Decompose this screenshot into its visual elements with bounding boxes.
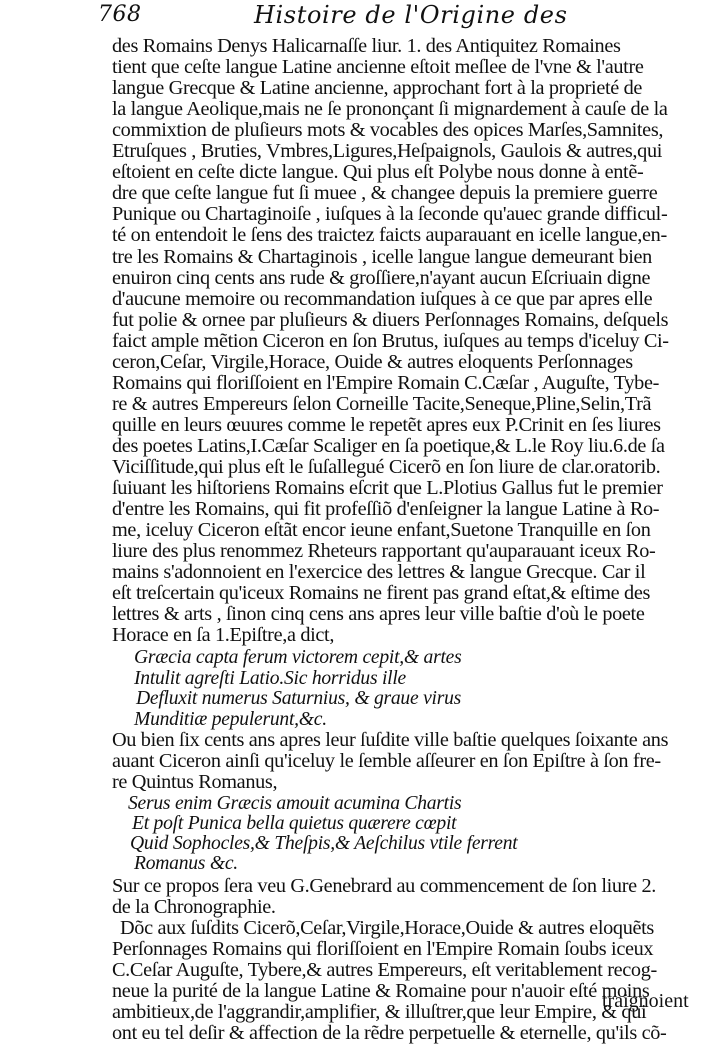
- text-line: ont eu tel deſir & affection de la rẽdre perpetuelle & eternelle, qu'ils cõ-: [112, 1022, 667, 1044]
- text-line: C.Ceſar Auguſte, Tybere,& autres Empereurs, eſt veritablement recog-: [112, 959, 657, 981]
- text-line: Sur ce propos ſera veu G.Genebrard au commencement de ſon liure 2.: [112, 875, 657, 897]
- text-line: quille en leurs œuures comme le repetẽt apres eux P.Crinit en ſes liures: [112, 413, 661, 436]
- text-line: mains s'adonnoient en l'exercice des lettres & langue Grecque. Car il: [112, 561, 646, 584]
- text-line: tre les Romains & Chartaginois , icelle langue langue demeurant bien: [112, 245, 652, 268]
- page-number: 768: [98, 2, 142, 27]
- verse-line: Græcia capta ferum victorem cepit,& artes: [134, 647, 462, 668]
- text-line: dre que ceſte langue fut ſi muee , & changee depuis la premiere guerre: [112, 182, 658, 205]
- verse-line: Quid Sophocles,& Theſpis,& Aeſchilus vtile ferrent: [130, 833, 518, 854]
- verse-line: Munditiæ pepulerunt,&c.: [134, 708, 327, 730]
- text-line: des poetes Latins,I.Cæſar Scaliger en ſa poetique,& L.le Roy liu.6.de ſa: [112, 434, 665, 457]
- text-line: enuiron cinq cents ans rude & groſſiere,n'ayant aucun Eſcriuain digne: [112, 266, 651, 289]
- verse-line: Defluxit numerus Saturnius, & graue virus: [136, 688, 462, 709]
- text-line: ſuiuant les hiſtoriens Romains eſcrit que L.Plotius Gallus fut le premier: [112, 477, 663, 500]
- verse-line: Intulit agreſti Latio.Sic horridus ille: [134, 667, 407, 689]
- text-line: neue la purité de la langue Latine & Romaine pour n'auoir eſté moins: [112, 980, 650, 1002]
- text-line: Ou bien ſix cents ans apres leur ſuſdite ville baſtie quelques ſoixante ans: [112, 729, 669, 751]
- text-line: eſt treſcertain qu'iceux Romains ne firent pas grand eſtat,& eſtime des: [112, 582, 651, 605]
- page-header: [98, 0, 638, 34]
- verse-line: Romanus &c.: [134, 853, 238, 874]
- text-line: ceron,Ceſar, Virgile,Horace, Ouide & autres eloquents Perſonnages: [112, 350, 633, 373]
- text-line: liure des plus renommez Rheteurs rapportant qu'auparauant iceux Ro-: [112, 540, 656, 563]
- text-line: d'entre les Romains, qui fit profeſſiõ d'enſeigner la langue Latine à Ro-: [112, 498, 660, 521]
- text-line: Horace en ſa 1.Epiſtre,a dict,: [112, 624, 335, 647]
- text-line: Punique ou Chartaginoiſe , iuſques à la ſeconde qu'auec grande difficul-: [112, 203, 668, 226]
- text-line: me, iceluy Ciceron eſtãt encor ieune enfant,Suetone Tranquille en ſon: [112, 519, 651, 542]
- text-line: commixtion de pluſieurs mots & vocables des opices Marſes,Samnites,: [112, 119, 664, 142]
- text-line: tient que ceſte langue Latine ancienne eſtoit meſlee de l'vne & l'autre: [112, 56, 644, 79]
- text-line: Dõc aux ſuſdits Cicerõ,Ceſar,Virgile,Horace,Ouide & autres eloquẽts: [120, 917, 654, 939]
- running-title: Histoire de l'Origine des: [254, 1, 568, 29]
- text-line: re Quintus Romanus,: [112, 771, 278, 793]
- text-line: Etruſques , Bruties, Vmbres,Ligures,Heſpaignols, Gaulois & autres,qui: [112, 140, 663, 163]
- text-line: ambitieux,de l'aggrandir,amplifier, & illuſtrer,que leur Empire, & qui: [112, 1001, 647, 1023]
- text-line: auant Ciceron ainſi qu'iceluy le ſemble aſſeurer en ſon Epiſtre à ſon fre-: [112, 750, 661, 772]
- text-line: d'aucune memoire ou recommandation iuſques à ce que par apres elle: [112, 287, 653, 310]
- text-line: Romains qui floriſſoient en l'Empire Romain C.Cæſar , Auguſte, Tybe-: [112, 371, 659, 394]
- text-line: lettres & arts , ſinon cinq cens ans apres leur ville baſtie d'où le poete: [112, 603, 645, 626]
- text-line: la langue Aeolique,mais ne ſe prononçant ſi mignardement à cauſe de la: [112, 98, 668, 121]
- text-line: langue Grecque & Latine ancienne, approchant fort à la proprieté de: [112, 77, 643, 100]
- text-line: Perſonnages Romains qui floriſſoient en l'Empire Romain ſoubs iceux: [112, 938, 654, 960]
- verse-line: Et poſt Punica bella quietus quærere cœpit: [132, 813, 457, 834]
- text-line: té on entendoit le ſens des traictez faicts auparauant en icelle langue,en-: [112, 224, 667, 247]
- text-line: re & autres Empereurs ſelon Corneille Tacite,Seneque,Pline,Selin,Trã: [112, 392, 652, 415]
- text-line: fut polie & ornee par pluſieurs & diuers Perſonnages Romains, deſquels: [112, 308, 669, 331]
- text-line: de la Chronographie.: [112, 896, 276, 918]
- text-line: faict ample mẽtion Ciceron en ſon Brutus, iuſques au temps d'iceluy Ci-: [112, 329, 669, 352]
- text-line: Viciſſitude,qui plus eſt le ſuſallegué Cicerõ en ſon liure de clar.oratorib.: [112, 456, 661, 478]
- verse-line: Serus enim Græcis amouit acumina Chartis: [128, 793, 462, 814]
- text-line: eſtoient en ceſte dicte langue. Qui plus eſt Polybe nous donne à entẽ-: [112, 161, 644, 184]
- text-line: des Romains Denys Halicarnaſſe liur. 1. des Antiquitez Romaines: [112, 35, 621, 57]
- catchword: traignoient: [602, 990, 689, 1012]
